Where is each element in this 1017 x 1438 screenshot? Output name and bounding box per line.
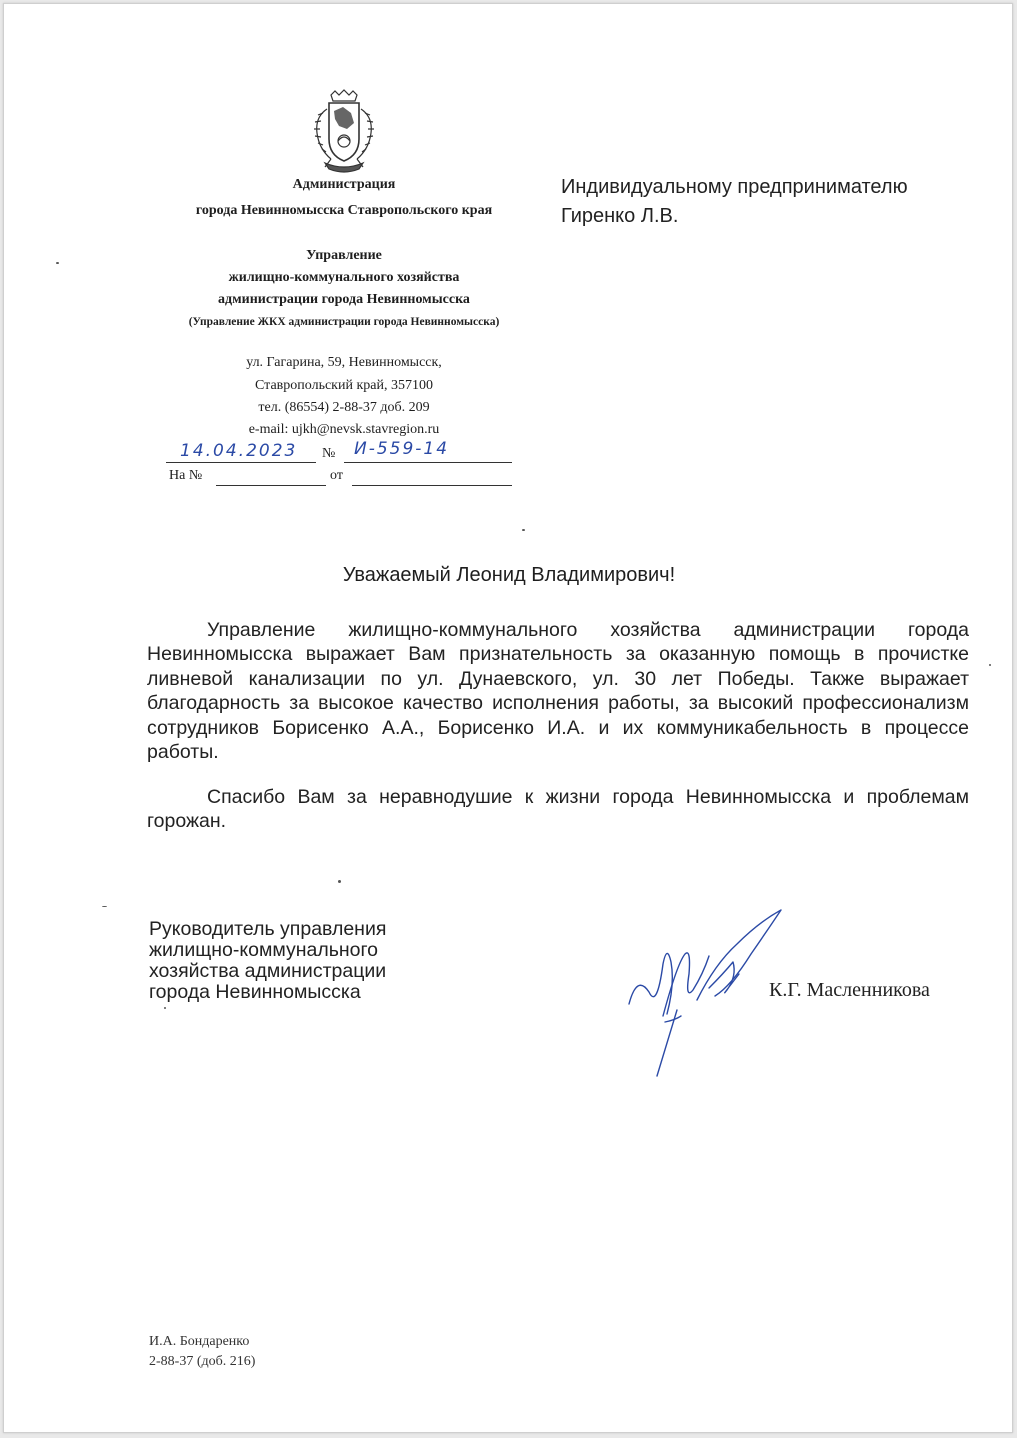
dept-line-1: Управление xyxy=(306,248,382,263)
scan-speck xyxy=(338,880,341,883)
org-line-1: Администрация xyxy=(292,177,396,192)
executor-block xyxy=(149,1332,255,1372)
body-paragraph-2: Спасибо Вам за неравнодушие к жизни города Невинномысска и проблемам горожан. xyxy=(147,786,969,833)
signatory-title-line-2: жилищно-коммунального xyxy=(149,939,379,961)
executor-phone: 2-88-37 (доб. 216) xyxy=(149,1354,256,1369)
dept-short-name: (Управление ЖКХ администрации города Невинномысска) xyxy=(188,316,500,328)
scan-speck xyxy=(989,664,991,666)
email-line: e-mail: ujkh@nevsk.stavregion.ru xyxy=(248,422,440,437)
signatory-title-line-1: Руководитель управления xyxy=(149,918,387,940)
salutation: Уважаемый Леонид Владимирович! xyxy=(342,564,676,586)
scan-speck xyxy=(164,1007,166,1009)
signatory-name: К.Г. Масленникова xyxy=(769,979,930,1001)
signatory-title xyxy=(149,919,386,1003)
scan-speck xyxy=(522,529,525,531)
reference-label: На № xyxy=(169,468,203,483)
scan-speck xyxy=(56,262,59,264)
coat-of-arms-icon xyxy=(301,89,387,173)
executor-name: И.А. Бондаренко xyxy=(149,1334,250,1349)
reference-underline xyxy=(216,485,326,486)
date-underline xyxy=(166,462,316,463)
letter-page xyxy=(3,3,1013,1433)
recipient-line-2: Гиренко Л.В. xyxy=(561,205,679,227)
org-line-2: города Невинномысска Ставропольского края xyxy=(195,203,493,218)
from-underline xyxy=(352,485,512,486)
body-paragraph-1: Управление жилищно-коммунального хозяйства администрации города Невинномысска выражает Вам признательность за оказанную помощь в прочистке ливневой канализации по ул. Дунаевского, ул. 30 лет Победы. Также выражает благодарность за высокое качество исполнения работы, за высокий профессионализм сотрудников Борисенко А.А., Борисенко И.А. и их коммуникабельность в процессе работы. xyxy=(147,619,969,764)
address-line-1: ул. Гагарина, 59, Невинномысск, xyxy=(246,355,442,370)
signatory-title-line-3: хозяйства администрации xyxy=(149,960,387,982)
scan-speck xyxy=(102,906,107,907)
signatory-title-line-4: города Невинномысска xyxy=(149,981,361,1003)
registration-number: И-559-14 xyxy=(354,439,450,459)
number-underline xyxy=(344,462,512,463)
phone-line: тел. (86554) 2-88-37 доб. 209 xyxy=(258,400,430,415)
from-label: от xyxy=(330,468,343,483)
address-line-2: Ставропольский край, 357100 xyxy=(255,378,433,393)
recipient-line-1: Индивидуальному предпринимателю xyxy=(561,176,908,198)
registration-date: 14.04.2023 xyxy=(180,441,298,461)
dept-line-3: администрации города Невинномысска xyxy=(218,292,470,307)
dept-line-2: жилищно-коммунального хозяйства xyxy=(228,270,460,285)
number-sign: № xyxy=(322,446,336,461)
